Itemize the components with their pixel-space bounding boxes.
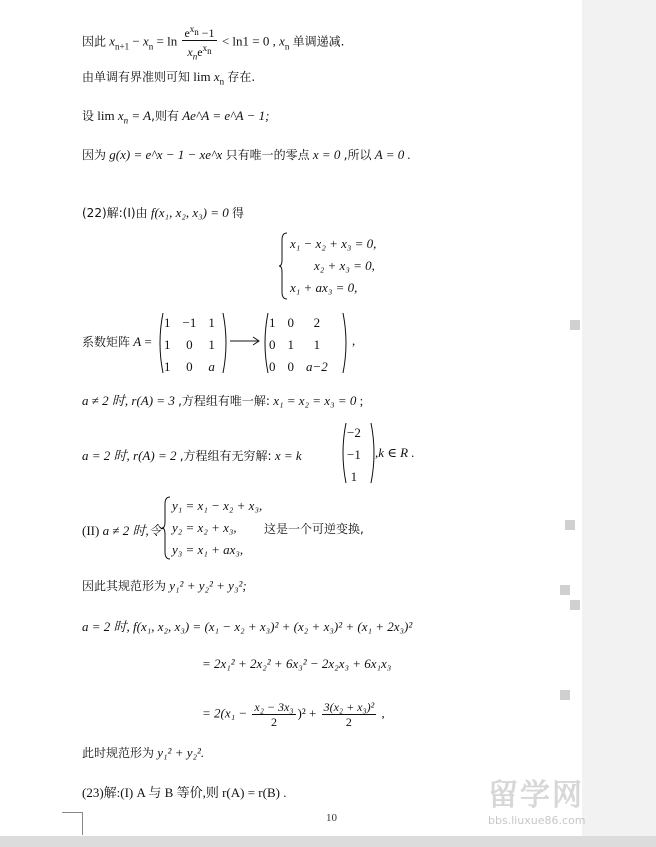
artifact-block [570, 320, 580, 330]
line-case-infinite [82, 445, 302, 464]
text: ,方程组有无穷解: [179, 449, 272, 463]
condition: a ≠ 2 时, [82, 393, 129, 408]
fraction: $\frac{e^{x_n} -1}{x_ne^{x_n}}$ [184, 24, 215, 62]
question-text: (23)解:(I) A 与 B 等价,则 r(A) = r(B) . [82, 785, 287, 800]
question-label: (22)解:(I)由 [82, 206, 148, 220]
line-now-canonical [82, 744, 204, 761]
text-label: 此时规范形为 [82, 746, 155, 760]
text-label: 因此其规范形为 [82, 579, 167, 593]
text-label: 系数矩阵 [82, 335, 131, 349]
math-expr: Ae^A = e^A − 1; [182, 108, 270, 123]
transform-row: y₁ = x₁ − x₂ + x₃, [172, 498, 263, 513]
rank: r(A) = 3 [131, 393, 175, 408]
math-expr: f(x₁, x₂, x₃) = 0 [150, 205, 229, 220]
equation-row: x₁ + ax₃ = 0, [290, 280, 358, 295]
line-part2 [82, 520, 162, 539]
fraction: $\frac{\text{x₂ − 3x₃}}{2}$ [254, 700, 294, 729]
math-expr: x = 0 [312, 147, 341, 162]
fraction: $\frac{\text{3(x₂ + x₃)²}}{2}$ [323, 700, 375, 729]
equation-row: x₂ + x₃ = 0, [314, 258, 375, 273]
line-limit-exists: 由单调有界准则可知 $\lim x_n$ 存在. [82, 69, 256, 87]
left-brace [279, 232, 289, 300]
text-prefix: 因为 [82, 148, 107, 162]
text: ,方程组有唯一解: [178, 394, 270, 408]
matrix-a: 1 −1 1 1 0 1 1 0 a [164, 315, 215, 374]
math-expr: y₁² + y₂² + y₃²; [169, 578, 247, 593]
text: ,k ∈ R . [375, 445, 415, 460]
condition: a = 2 时, [82, 619, 130, 634]
math-expr: g(x) = e^x − 1 − xe^x [109, 147, 223, 162]
matrix-reduced: 1 0 2 0 1 1 0 0 a−2 [269, 315, 328, 374]
transform-row: y₃ = x₁ + ax₃, [172, 542, 244, 557]
solution-vector: −2 −1 1 [347, 425, 361, 484]
solution: x₁ = x₂ = x₃ = 0 [273, 393, 357, 408]
text-prefix: 因此 [82, 34, 107, 49]
text-prefix: 由单调有界准则可知 [82, 70, 191, 84]
comma: , [352, 333, 356, 348]
watermark-url: bbs.liuxue86.com [488, 814, 586, 827]
line-set-limit: 设 $\lim x_n = A$,则有 Ae^A = e^A − 1; [82, 108, 270, 126]
text-suffix: 存在. [227, 70, 256, 84]
solution-prefix: x = k [274, 448, 302, 463]
line-q22 [82, 204, 244, 221]
page-corner-mark [62, 812, 83, 835]
math-expr: )² + [297, 705, 317, 721]
watermark-logo-text: 留学网 [488, 778, 584, 813]
solution-suffix [375, 445, 415, 461]
line-q23 [82, 782, 286, 801]
condition: a = 2 时, [82, 448, 130, 463]
artifact-block [570, 600, 580, 610]
transform-system [172, 495, 262, 561]
text: 这是一个可逆变换, [264, 522, 364, 536]
equation-system [290, 233, 376, 299]
matrix-label-line: 系数矩阵 A = [82, 334, 152, 349]
line-canonical [82, 577, 247, 594]
text-suffix: ,所以 [343, 148, 372, 162]
math-expr: f(x₁, x₂, x₃) = (x₁ − x₂ + x₃)² + (x₂ + x₃)² + (x₁ + 2x₃)² [133, 619, 413, 634]
artifact-block [565, 520, 575, 530]
math-expr: = 2x₁² + 2x₂² + 6x₃² − 2x₂x₃ + 6x₁x₃ [202, 656, 392, 671]
paren-right [222, 312, 230, 374]
equation-row: x₁ − x₂ + x₃ = 0, [290, 236, 377, 251]
paren-right [342, 312, 350, 374]
right-margin [582, 0, 656, 847]
part-label: (II) [82, 523, 100, 538]
line-a2-expansion [82, 616, 412, 635]
text-mid: ,则有 [151, 109, 179, 123]
text-suffix: 得 [232, 206, 245, 220]
page-number: 10 [326, 812, 337, 824]
math-expr: , [381, 705, 385, 721]
math-expr: y₁² + y₂². [157, 745, 205, 760]
rank: r(A) = 2 [133, 448, 177, 463]
line-monotonic: 因此 $x_{n+1} - x_n = \ln$ $\frac{e^{x_n} -1}{x_ne^{x_n}}$ < ln1 = 0 , $x_n$ 单调递减. [82, 24, 345, 62]
text-suffix: 单调递减. [292, 34, 345, 49]
transform-row: y₂ = x₂ + x₃, [172, 520, 237, 535]
site-watermark [488, 770, 648, 830]
math-expr: = 2(x₁ − [202, 705, 248, 721]
line-case-unique: a ≠ 2 时, r(A) = 3 ,方程组有唯一解: x₁ = x₂ = x₃ = 0 ; [82, 393, 364, 408]
line-a2-step2 [202, 656, 391, 672]
line-unique-zero [82, 146, 411, 163]
artifact-block [560, 690, 570, 700]
line-a2-step3 [202, 700, 385, 729]
arrow-icon [230, 336, 260, 346]
bottom-strip [0, 836, 656, 847]
condition: a ≠ 2 时,令 [102, 523, 162, 538]
math-expr: A = 0 . [374, 147, 411, 162]
artifact-block [560, 585, 570, 595]
text-mid: 只有唯一的零点 [225, 148, 310, 162]
transform-note [264, 520, 364, 537]
text-prefix: 设 [82, 109, 95, 123]
left-brace [162, 496, 172, 560]
